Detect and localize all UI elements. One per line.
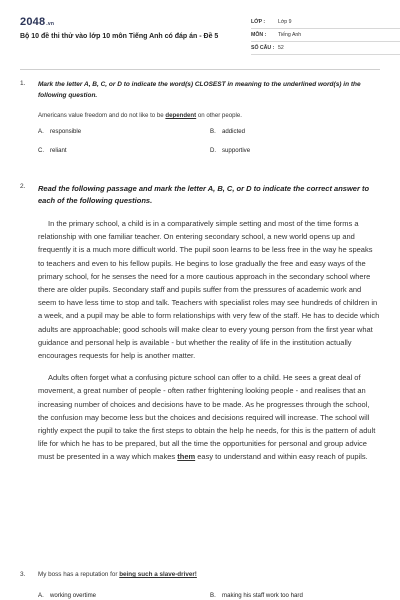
question-number: 1. bbox=[20, 80, 26, 87]
question-2 bbox=[20, 183, 380, 464]
option-letter: B. bbox=[210, 128, 216, 135]
passage-paragraph-2 bbox=[38, 371, 380, 463]
option-c[interactable] bbox=[38, 147, 210, 154]
option-letter: C. bbox=[38, 147, 45, 154]
meta-value: Lớp 9 bbox=[278, 18, 292, 25]
reading-passage bbox=[38, 217, 380, 464]
meta-row-subject bbox=[251, 29, 400, 42]
option-text: making his staff work too hard bbox=[222, 592, 303, 599]
option-text: supportive bbox=[222, 147, 251, 154]
header-divider bbox=[20, 69, 380, 70]
meta-value: Tiếng Anh bbox=[278, 31, 302, 38]
option-a[interactable] bbox=[38, 592, 210, 599]
underlined-word: dependent bbox=[165, 112, 197, 119]
option-d[interactable] bbox=[210, 147, 382, 154]
logo-main: 2048 bbox=[20, 16, 46, 28]
question-instruction: Mark the letter A, B, C, or D to indicate the word(s) CLOSEST in meaning to the underlined word(s) in the following question. bbox=[38, 81, 361, 99]
meta-row-question-count bbox=[251, 42, 400, 55]
underlined-phrase: being such a slave-driver! bbox=[119, 571, 197, 578]
meta-key: SỐ CÂU : bbox=[251, 44, 275, 51]
exam-meta-table bbox=[251, 16, 400, 55]
highlighted-word: them bbox=[177, 452, 196, 462]
question-number: 2. bbox=[20, 183, 26, 190]
option-text: reliant bbox=[50, 147, 67, 154]
question-1 bbox=[20, 80, 380, 154]
option-text: responsible bbox=[50, 128, 82, 135]
answer-options bbox=[38, 592, 380, 599]
question-3 bbox=[20, 571, 380, 599]
question-instruction: Read the following passage and mark the letter A, B, C, or D to indicate the correct answer to each of the following questions. bbox=[38, 184, 370, 205]
option-letter: B. bbox=[210, 592, 216, 599]
answer-options bbox=[38, 128, 380, 154]
exam-title: Bộ 10 đề thi thử vào lớp 10 môn Tiếng Anh có đáp án - Đề 5 bbox=[20, 33, 219, 40]
option-letter: A. bbox=[38, 592, 44, 599]
paragraph-text: Adults often forget what a confusing picture school can offer to a child. He sees a great deal of movement, a great number of people - often rather frightening looking people - and realises that an increasing number of choices and decisions have to be made. As he progresses through the school, the confusion may become less but the choices and decisions required will increase. The school will rightly expect the pupil to take the first steps to obtain the help he needs, for this is the pattern of adult life for which he has to be prepared, but all the time the opportunities for personal and group advice must be presented in a way which makes bbox=[38, 373, 376, 462]
page-header bbox=[20, 10, 380, 58]
meta-row-class bbox=[251, 16, 400, 29]
option-letter: A. bbox=[38, 128, 44, 135]
question-number: 3. bbox=[20, 571, 26, 578]
stem-text: My boss has a reputation for bbox=[38, 571, 120, 578]
logo-tld: .vn bbox=[46, 21, 55, 27]
option-a[interactable] bbox=[38, 128, 210, 135]
option-text: working overtime bbox=[50, 592, 97, 599]
option-letter: D. bbox=[210, 147, 217, 154]
passage-paragraph-1: In the primary school, a child is in a comparatively simple setting and most of the time forms a relationship with one familiar teacher. On entering secondary school, a new world opens up and frequently it is a much more difficult world. The pupil soon learns to be less free in the way he speaks to teachers and even to his fellow pupils. He begins to lose gradually the free and easy ways of the primary school, for he senses the need for a more cautious approach in the secondary school where there are older pupils. Secondary staff and pupils suffer from the pressures of academic work and seem to have less time to stop and talk. Teachers with specialist roles may see hundreds of children in a week, and a pupil may be able to form relationships with very few of the staff. He has to decide which adults are approachable; good schools will make clear to every young person from the first year what guidance and personal help is available - but whether the reality of life in the institution actually encourages requests for help is another matter. bbox=[38, 219, 380, 361]
meta-value: 52 bbox=[278, 44, 284, 51]
option-text: addicted bbox=[222, 128, 246, 135]
site-logo[interactable] bbox=[20, 16, 54, 28]
meta-key: LỚP : bbox=[251, 18, 266, 25]
option-b[interactable] bbox=[210, 128, 382, 135]
option-b[interactable] bbox=[210, 592, 382, 599]
stem-text: Americans value freedom and do not like to be bbox=[38, 112, 166, 119]
stem-text: on other people. bbox=[196, 112, 242, 119]
paragraph-text: easy to understand and within easy reach of pupils. bbox=[195, 452, 368, 462]
meta-key: MÔN : bbox=[251, 31, 267, 38]
question-stem bbox=[38, 112, 380, 119]
question-stem bbox=[38, 571, 380, 578]
